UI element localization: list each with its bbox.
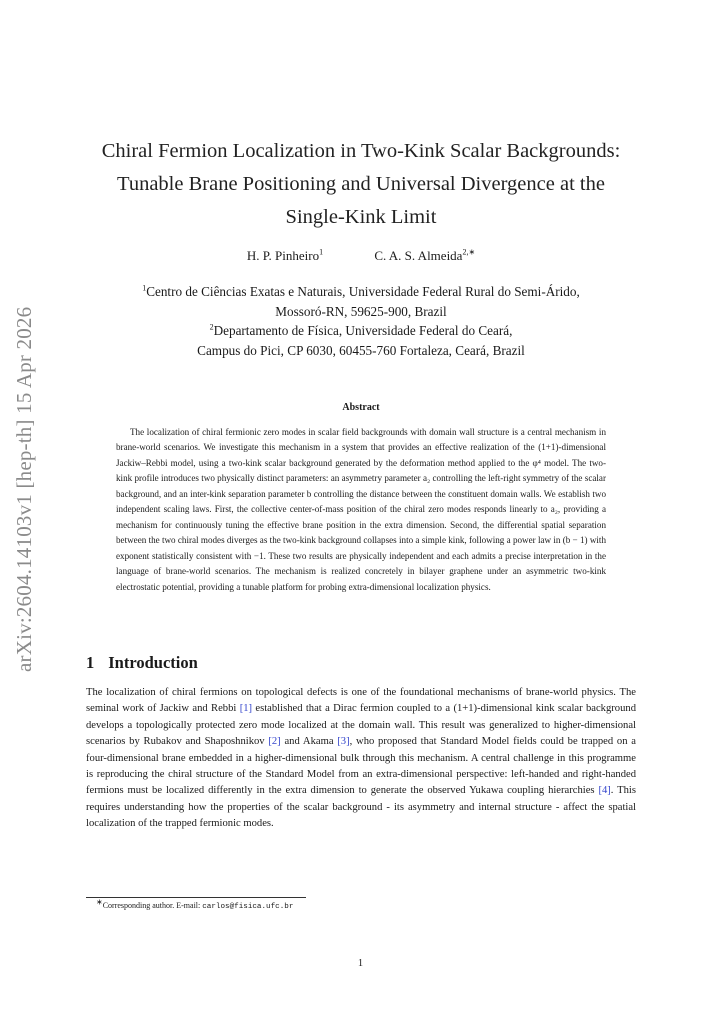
citation-link-3[interactable]: [3] (337, 736, 350, 748)
intro-text-5: . This requires understanding how the properties of the scalar background - its asymmetry and internal structure - affect the spatial localization of the trapped fermionic modes. (86, 785, 636, 830)
author-2-sup: 2,∗ (462, 247, 476, 257)
introduction-paragraph (86, 685, 636, 833)
affiliation-1-address: Mossoró-RN, 59625-900, Brazil (275, 303, 447, 319)
page-number: 1 (357, 958, 364, 969)
author-1-sup: 1 (319, 247, 324, 257)
footnote-email[interactable]: carlos@fisica.ufc.br (202, 903, 294, 911)
citation-link-2[interactable]: [2] (268, 736, 281, 748)
section-heading-introduction (86, 653, 198, 673)
section-title: Introduction (108, 653, 198, 672)
author-2 (374, 248, 475, 263)
affiliations (86, 282, 636, 360)
affiliation-2 (86, 321, 636, 341)
arxiv-stamp[interactable]: arXiv:2604.14103v1 [hep-th] 15 Apr 2026 (12, 306, 36, 672)
citation-link-4[interactable]: [4] (598, 785, 611, 797)
intro-text-1: The localization of chiral fermions on topological defects is one of the foundational mechanisms of brane-world physics. The seminal work of Jackiw and Rebbi (86, 687, 636, 715)
affiliation-2-address: Campus do Pici, CP 6030, 60455-760 Fortaleza, Ceará, Brazil (197, 342, 525, 358)
affiliation-1-line1: Centro de Ciências Exatas e Naturais, Universidade Federal Rural do Semi-Árido, (146, 284, 580, 299)
author-2-name: C. A. S. Almeida (374, 248, 463, 263)
abstract-text: The localization of chiral fermionic zero modes in scalar field backgrounds with domain wall structure is a central mechanism in brane-world scenarios. We investigate this mechanism in a system that provides an effective realization of the (1+1)-dimensional Jackiw–Rebbi model, using a two-kink scalar background generated by the deformation method applied to the φ⁴ model. The two-kink profile introduces two physically distinct parameters: an asymmetry parameter a₂ controlling the left-right symmetry of the scalar background, and an inter-kink separation parameter b controlling the distance between the constituent domain walls. We establish two independent scaling laws. First, the collective center-of-mass position of the chiral zero modes responds linearly to a₂, providing a mechanism for continuously tuning the effective brane position in the extra dimension. Second, the differential spatial separation between the two chiral modes diverges as the two-kink background collapses into a simple kink, following a power law in (b − 1) with exponent statistically consistent with −1. These two results are physically independent and each admits a precise interpretation in the language of brane-world scenarios. The mechanism is realized concretely in bilayer graphene under an asymmetric two-kink electrostatic potential, providing a tunable platform for probing extra-dimensional localization physics. (116, 427, 606, 592)
footnote-mark: ∗ (96, 897, 103, 907)
citation-link-1[interactable]: [1] (239, 703, 253, 715)
footnote (86, 897, 646, 911)
affiliation-2-sup: 2 (209, 322, 214, 332)
paper-title: Chiral Fermion Localization in Two-Kink Scalar Backgrounds: Tunable Brane Positioning and Universal Divergence at the Single-Kink Limit (101, 140, 621, 228)
intro-text-3: and Akama (280, 736, 338, 748)
author-1-name: H. P. Pinheiro (246, 248, 320, 263)
abstract-heading: Abstract (342, 402, 380, 413)
author-list (86, 248, 636, 264)
affiliation-1-sup: 1 (142, 283, 147, 293)
author-1 (247, 248, 323, 263)
affiliation-2-line1: Departamento de Física, Universidade Federal do Ceará, (213, 323, 513, 338)
intro-text-4: , who proposed that Standard Model fields could be trapped on a four-dimensional brane embedded in a higher-dimensional bulk through this mechanism. A central challenge in this programme is reproducing the chiral structure of the Standard Model from an extra-dimensional perspective: left-handed and right-handed fermions must be localized differently in the extra dimension to generate the observed Yukawa coupling hierarchies (86, 736, 636, 797)
footnote-text: Corresponding author. E-mail: (102, 901, 203, 910)
section-number: 1 (86, 653, 95, 672)
intro-text-2: established that a Dirac fermion coupled to a (1+1)-dimensional kink scalar background develops a topologically protected zero mode localized at the domain wall. This result was generalized to higher-dimensional scenarios by Rubakov and Shaposhnikov (86, 703, 636, 748)
affiliation-1 (86, 282, 636, 302)
footnote-rule (86, 897, 306, 898)
